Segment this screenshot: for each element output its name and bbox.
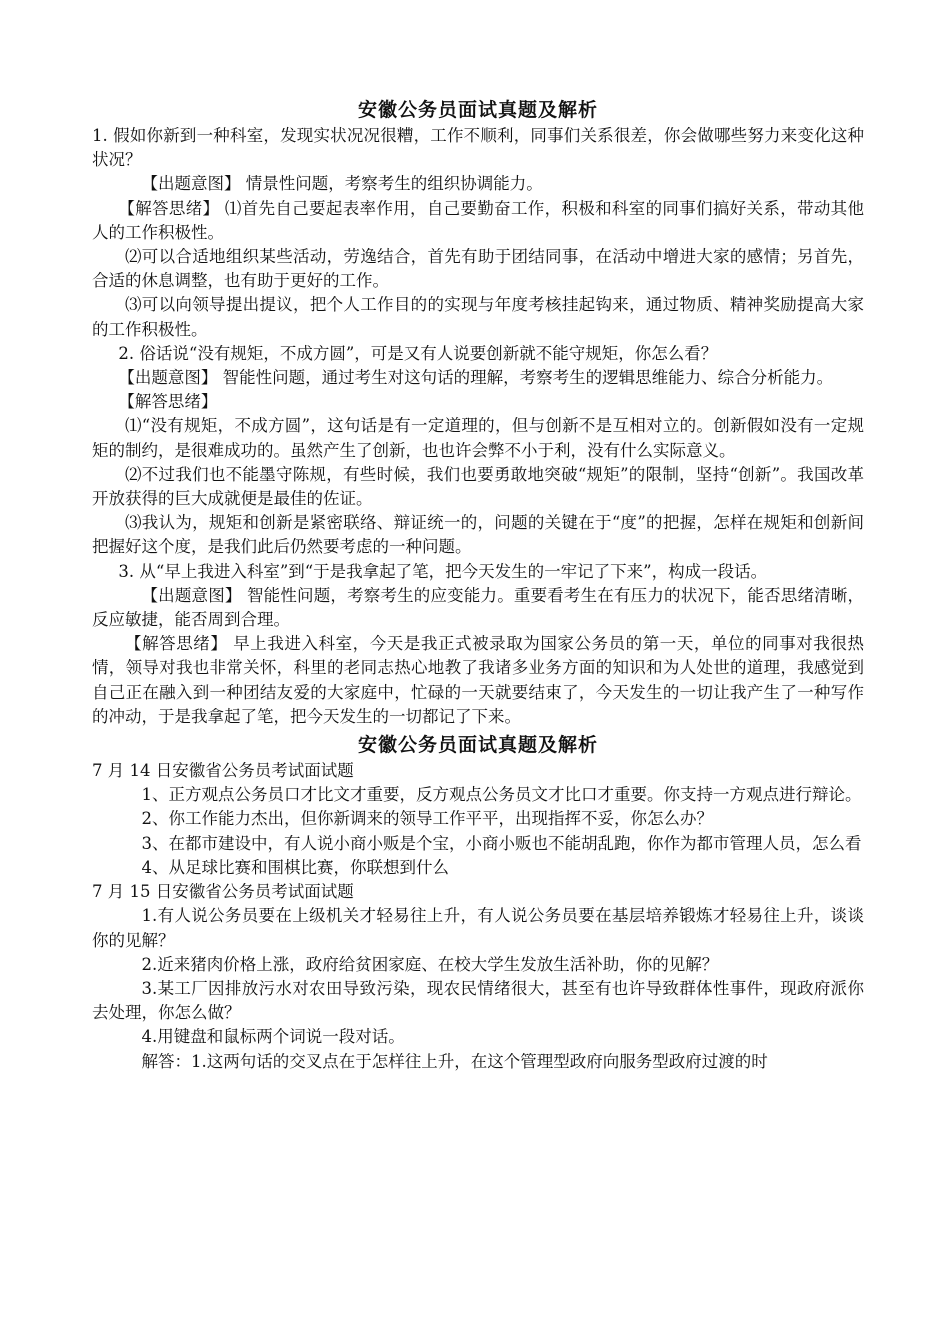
q2-intent: 【出题意图】 智能性问题，通过考生对这句话的理解，考察考生的逻辑思维能力、综合分析能力。 bbox=[118, 368, 834, 388]
q1-answer-3: ⑶可以向领导提出提议，把个人工作目的的实现与年度考核挂起钩来，通过物质、精神奖励提高大家的工作积极性。 bbox=[92, 295, 864, 339]
day1-item-1: 1、正方观点公务员口才比文才重要，反方观点公务员文才比口才重要。你支持一方观点进行辩论。 bbox=[141, 785, 862, 805]
q3-answer: 【解答思绪】 早上我进入科室，今天是我正式被录取为国家公务员的第一天，单位的同事对我很热情，领导对我也非常关怀，科里的老同志热心地教了我诸多业务方面的知识和为人处世的道理，我感觉到自己正在融入到一种团结友爱的大家庭中，忙碌的一天就要结束了，今天发生的一切让我产生了一种写作的冲动，于是我拿起了笔，把今天发生的一切都记了下来。 bbox=[92, 634, 864, 726]
document-title-2: 安徽公务员面试真题及解析 bbox=[357, 734, 598, 757]
q1-answer-2: ⑵可以合适地组织某些活动，劳逸结合，首先有助于团结同事，在活动中增进大家的感情；另首先，合适的休息调整，也有助于更好的工作。 bbox=[92, 247, 864, 291]
document-title: 安徽公务员面试真题及解析 bbox=[357, 99, 598, 121]
q2-answer-label: 【解答思绪】 bbox=[118, 392, 218, 412]
q1-intent: 【出题意图】 情景性问题，考察考生的组织协调能力。 bbox=[141, 174, 543, 194]
day1-heading: 7 月 14 日安徽省公务员考试面试题 bbox=[92, 761, 354, 781]
day2-heading: 7 月 15 日安徽省公务员考试面试题 bbox=[92, 882, 354, 902]
day1-item-2: 2、你工作能力杰出，但你新调来的领导工作平平，出现指挥不妥，你怎么办？ bbox=[141, 809, 713, 829]
document-page bbox=[92, 96, 864, 1074]
q2-answer-1: ⑴“没有规矩，不成方圆”，这句话是有一定道理的，但与创新不是互相对立的。创新假如没有一定规矩的制约，是很难成功的。虽然产生了创新，也也许会弊不小于利，没有什么实际意义。 bbox=[92, 416, 864, 460]
q3-intent: 【出题意图】 智能性问题，考察考生的应变能力。重要看考生在有压力的状况下，能否思绪清晰，反应敏捷，能否周到合理。 bbox=[92, 585, 864, 630]
question-1: 1. 假如你新到一种科室，发现实状况况很糟，工作不顺利，同事们关系很差，你会做哪些努力来变化这种状况？ bbox=[92, 126, 864, 170]
question-3: 3. 从“早上我进入科室”到“于是我拿起了笔，把今天发生的一牢记了下来”，构成一段话。 bbox=[118, 561, 768, 581]
day2-answer: 解答：1.这两句话的交叉点在于怎样往上升，在这个管理型政府向服务型政府过渡的时 bbox=[141, 1051, 768, 1071]
day2-item-4: 4.用键盘和鼠标两个词说一段对话。 bbox=[141, 1027, 405, 1047]
question-2: 2. 俗话说“没有规矩，不成方圆”，可是又有人说要创新就不能守规矩，你怎么看？ bbox=[118, 343, 718, 363]
q2-answer-3: ⑶我认为，规矩和创新是紧密联络、辩证统一的，问题的关键在于“度”的把握，怎样在规矩和创新间把握好这个度，是我们此后仍然要考虑的一种问题。 bbox=[92, 513, 864, 557]
day1-item-4: 4、从足球比赛和围棋比赛，你联想到什么 bbox=[141, 857, 449, 877]
day2-item-1: 1.有人说公务员要在上级机关才轻易往上升，有人说公务员要在基层培养锻炼才轻易往上升，谈谈你的见解？ bbox=[92, 906, 864, 950]
day2-item-3: 3.某工厂因排放污水对农田导致污染，现农民情绪很大，甚至有也许导致群体性事件，现政府派你去处理，你怎么做？ bbox=[92, 978, 864, 1023]
q1-answer-1: 【解答思绪】 ⑴首先自己要起表率作用，自己要勤奋工作，积极和科室的同事们搞好关系，带动其他人的工作积极性。 bbox=[92, 198, 864, 242]
day2-item-2: 2.近来猪肉价格上涨，政府给贫困家庭、在校大学生发放生活补助，你的见解？ bbox=[141, 954, 719, 974]
q2-answer-2: ⑵不过我们也不能墨守陈规，有些时候，我们也要勇敢地突破“规矩”的限制，坚持“创新”。我国改革开放获得的巨大成就便是最佳的佐证。 bbox=[92, 464, 864, 509]
day1-item-3: 3、在都市建设中，有人说小商小贩是个宝，小商小贩也不能胡乱跑，你作为都市管理人员，怎么看 bbox=[141, 833, 862, 853]
